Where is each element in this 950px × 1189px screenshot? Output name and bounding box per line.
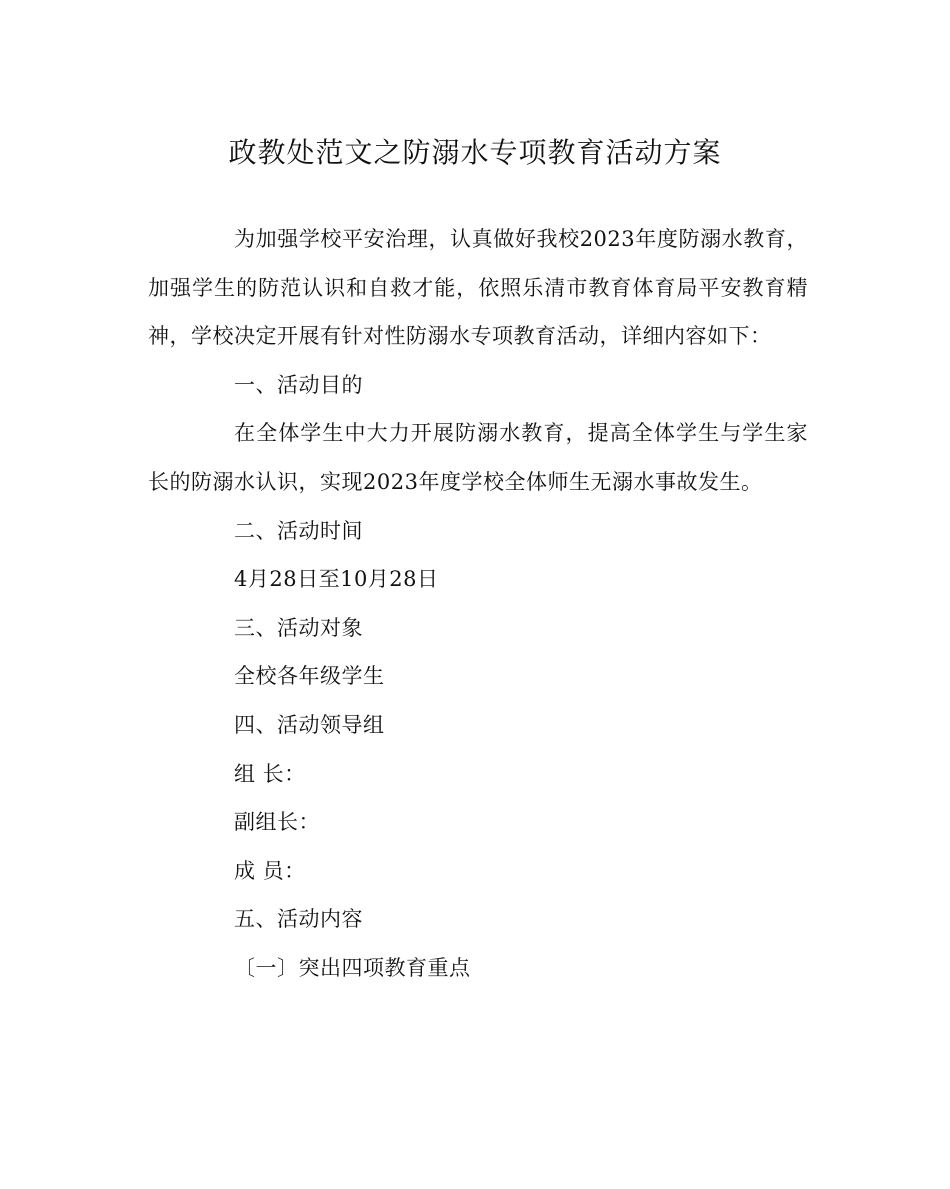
deputy-leader-line: 副组长：	[234, 810, 320, 835]
subsection-heading-focus: 〔一〕突出四项教育重点	[234, 955, 471, 980]
members-line: 成 员：	[234, 858, 306, 883]
document-title: 政教处范文之防溺水专项教育活动方案	[228, 136, 722, 169]
leader-line: 组 长：	[234, 761, 306, 786]
section-heading-audience: 三、活动对象	[234, 615, 363, 640]
purpose-paragraph: 在全体学生中大力开展防溺水教育，提高全体学生与学生家长的防溺水认识，实现2023年度学校全体师生无溺水事故发生。	[148, 421, 808, 494]
audience-paragraph: 全校各年级学生	[234, 664, 385, 689]
time-paragraph: 4月28日至10月28日	[234, 567, 439, 592]
document-body	[148, 215, 808, 993]
section-heading-purpose: 一、活动目的	[234, 372, 363, 397]
section-heading-leadership: 四、活动领导组	[234, 712, 385, 737]
section-heading-content: 五、活动内容	[234, 907, 363, 932]
intro-paragraph: 为加强学校平安治理，认真做好我校2023年度防溺水教育，加强学生的防范认识和自救才能，依照乐清市教育体育局平安教育精神，学校决定开展有针对性防溺水专项教育活动，详细内容如下：	[148, 227, 808, 349]
section-heading-time: 二、活动时间	[234, 518, 363, 543]
